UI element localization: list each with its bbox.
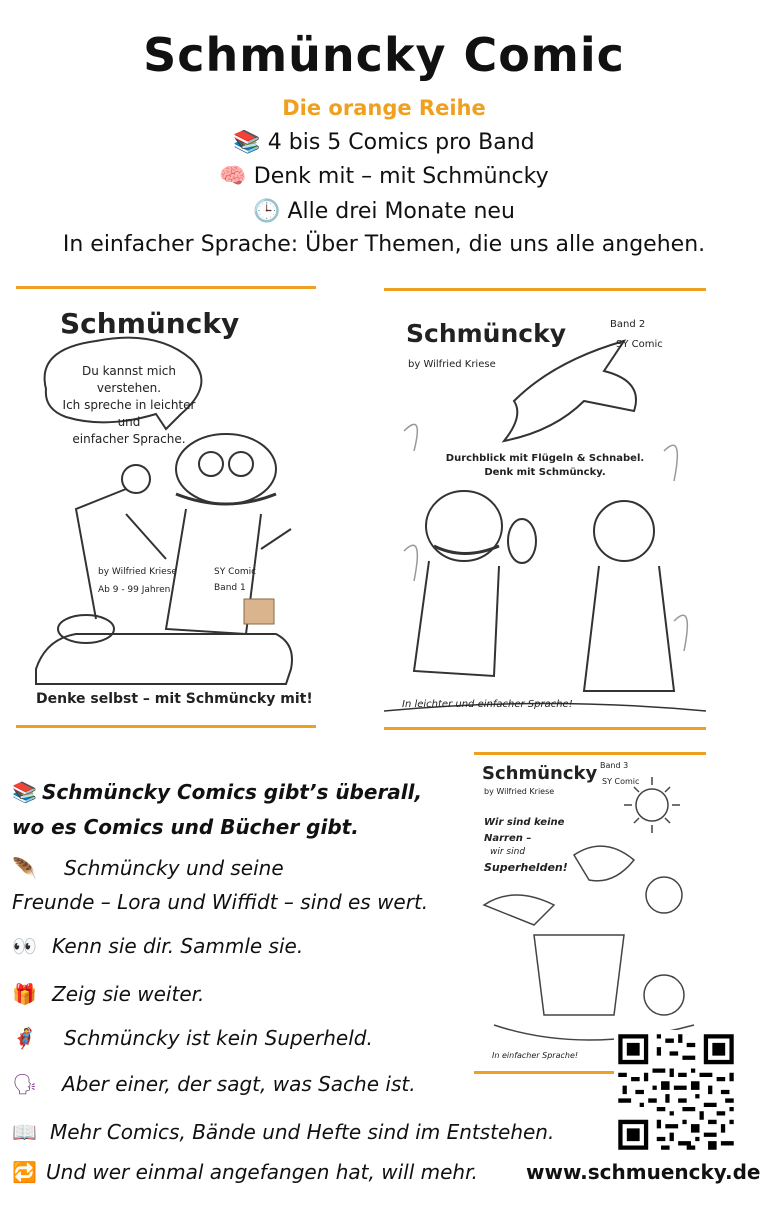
cover-band-3-title: Schmüncky — [482, 763, 598, 784]
list-item-hero — [12, 1026, 373, 1050]
books-icon: 📚 — [233, 130, 261, 155]
collect-text: Kenn sie dir. Sammle sie. — [52, 934, 304, 958]
feature-text-think: Denk mit – mit Schmüncky — [253, 164, 549, 189]
cover-band-2 — [384, 288, 706, 730]
more-text: Mehr Comics, Bände und Hefte sind im Entstehen. — [50, 1120, 555, 1144]
series-subtitle: Die orange Reihe — [282, 96, 486, 120]
repeat-icon: 🔁 — [12, 1160, 37, 1184]
repeat-text: Und wer einmal angefangen hat, will mehr. — [46, 1160, 478, 1184]
friends-text-1: Schmüncky und seine — [64, 856, 284, 880]
availability-text-2: wo es Comics und Bücher gibt. — [12, 815, 359, 839]
cover-band-2-tagline-2: Denk mit Schmüncky. — [484, 467, 606, 478]
feather-icon: 🪶 — [12, 856, 37, 880]
cover-band-3-author: by Wilfried Kriese — [484, 787, 555, 796]
cover-band-1-tagline: Denke selbst – mit Schmüncky mit! — [36, 691, 313, 707]
cover-band-3-text-2: Narren – — [484, 833, 532, 844]
gift-icon: 🎁 — [12, 982, 37, 1006]
bubble-line-3: einfacher Sprache. — [72, 432, 186, 446]
cover-band-1-bubble — [54, 363, 204, 448]
list-item-availability — [12, 780, 422, 804]
speak-text: Aber einer, der sagt, was Sache ist. — [62, 1072, 416, 1096]
speaking-head-icon: 🗣 — [12, 1072, 38, 1096]
cover-band-3-publisher: SY Comic — [602, 777, 640, 786]
cover-band-1-band: Band 1 — [214, 583, 246, 593]
brain-icon: 🧠 — [219, 164, 247, 189]
cover-band-2-author: by Wilfried Kriese — [408, 359, 496, 370]
qr-code[interactable] — [612, 1030, 740, 1154]
cover-band-1-illustration — [16, 289, 316, 725]
superhero-icon: 🦸 — [12, 1026, 37, 1050]
cover-band-2-illustration — [384, 291, 706, 727]
bubble-line-1: Du kannst mich verstehen. — [82, 364, 176, 395]
hero-text: Schmüncky ist kein Superheld. — [64, 1026, 373, 1050]
cover-band-3-text-4: Superhelden! — [484, 861, 568, 874]
cover-band-1 — [16, 286, 316, 728]
cover-band-2-footer: In leichter und einfacher Sprache! — [402, 699, 573, 710]
cover-band-2-band: Band 2 — [610, 319, 646, 330]
cover-band-3-footer: In einfacher Sprache! — [492, 1051, 579, 1060]
feature-line-comics — [0, 130, 768, 155]
books-icon: 📚 — [12, 780, 37, 804]
availability-text-1: Schmüncky Comics gibt’s überall, — [42, 780, 423, 804]
list-item-speak — [12, 1072, 416, 1096]
bubble-line-2: Ich spreche in leichter und — [62, 398, 196, 429]
open-book-icon: 📖 — [12, 1120, 37, 1144]
feature-text-comics: 4 bis 5 Comics pro Band — [267, 130, 535, 155]
cover-band-1-title: Schmüncky — [60, 307, 240, 340]
list-item-friends — [12, 856, 284, 880]
cover-band-1-age: Ab 9 - 99 Jahren — [98, 585, 171, 595]
eyes-icon: 👀 — [12, 934, 37, 958]
cover-band-2-title: Schmüncky — [406, 319, 567, 348]
feature-line-think — [0, 164, 768, 189]
feature-text-schedule: Alle drei Monate neu — [287, 199, 515, 224]
feature-line-schedule — [0, 199, 768, 224]
clock-icon: 🕒 — [253, 199, 281, 224]
cover-band-3-text-1: Wir sind keine — [484, 817, 565, 828]
cover-band-1-author: by Wilfried Kriese — [98, 567, 177, 577]
page-title: Schmüncky Comic — [143, 28, 625, 82]
feature-line-language: In einfacher Sprache: Über Themen, die uns alle angehen. — [62, 232, 706, 257]
website-url[interactable]: www.schmuencky.de — [526, 1160, 761, 1184]
cover-band-3-band: Band 3 — [600, 761, 629, 770]
friends-text-2: Freunde – Lora und Wiffidt – sind es wert. — [12, 890, 429, 914]
share-text: Zeig sie weiter. — [52, 982, 205, 1006]
list-item-share — [12, 982, 204, 1006]
cover-band-2-publisher: SY Comic — [616, 339, 663, 350]
list-item-more — [12, 1120, 554, 1144]
cover-band-3-text-3: wir sind — [490, 847, 526, 857]
cover-band-1-publisher: SY Comic — [214, 567, 257, 577]
cover-band-3-illustration — [474, 755, 706, 1071]
cover-band-3 — [474, 752, 706, 1074]
cover-band-2-tagline-1: Durchblick mit Flügeln & Schnabel. — [445, 453, 645, 464]
list-item-repeat — [12, 1160, 478, 1184]
list-item-collect — [12, 934, 303, 958]
